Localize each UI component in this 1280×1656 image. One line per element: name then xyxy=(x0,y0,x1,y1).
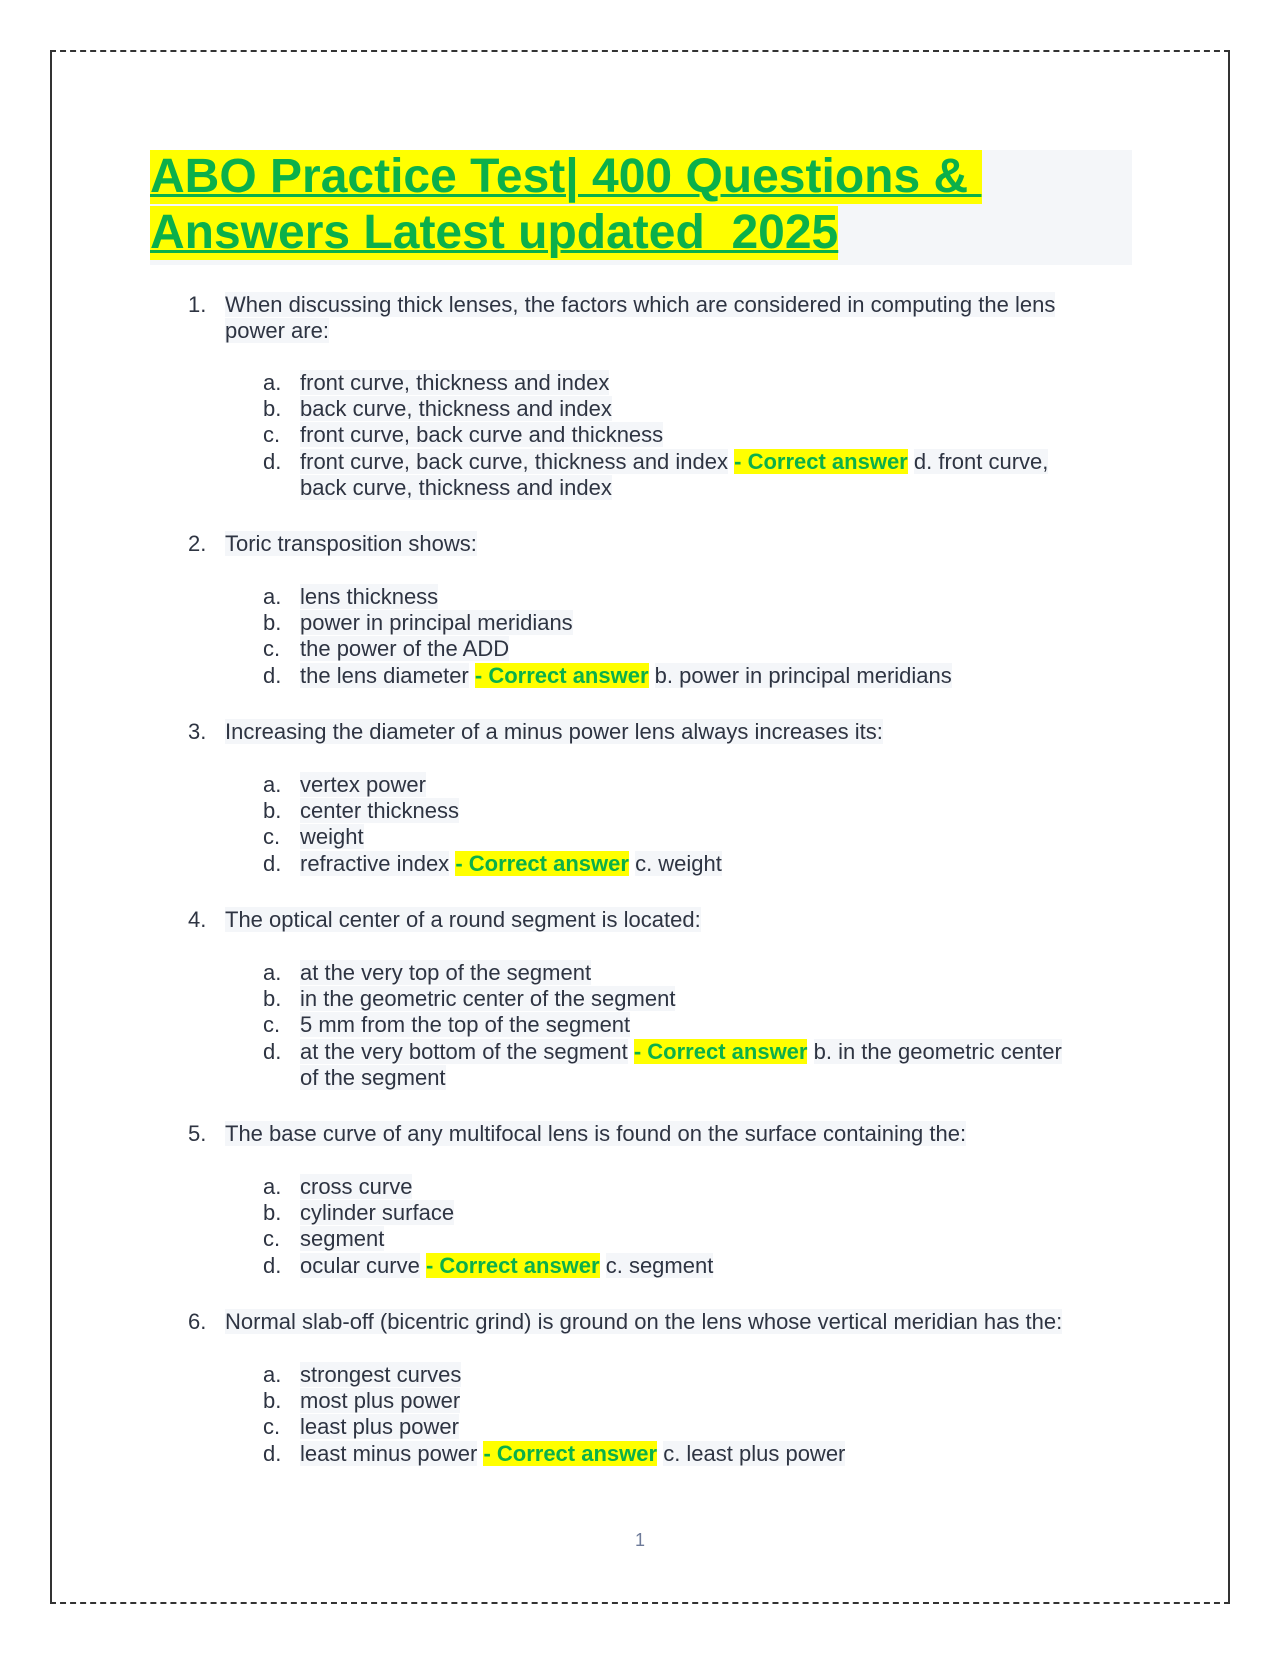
option-letter: a. xyxy=(263,772,282,797)
question-number: 3. xyxy=(188,719,207,744)
option-letter: a. xyxy=(263,370,282,395)
question-text xyxy=(225,1121,1105,1147)
option-letter: c. xyxy=(263,636,281,661)
question-text xyxy=(225,531,1105,557)
option-text: refractive index xyxy=(300,851,450,876)
option-letter: c. xyxy=(263,1012,281,1037)
option-text: 5 mm from the top of the segment xyxy=(300,1012,631,1037)
option-text: cylinder surface xyxy=(300,1200,455,1225)
answer-text: of the segment xyxy=(300,1065,446,1090)
option-text: center thickness xyxy=(300,798,459,823)
question-text-line: Toric transposition shows: xyxy=(225,531,477,556)
option-text: least minus power xyxy=(300,1441,478,1466)
option-letter: b. xyxy=(263,396,282,421)
option-text: least plus power xyxy=(300,1414,459,1439)
question-text-line: When discussing thick lenses, the factors which are considered in computing the lens xyxy=(225,292,1056,317)
page-number: 1 xyxy=(634,1530,645,1550)
question-text xyxy=(225,1309,1105,1335)
option-text: front curve, back curve, thickness and index xyxy=(300,449,728,474)
correct-answer-marker: - Correct answer xyxy=(425,1253,600,1278)
question-text-line: Normal slab-off (bicentric grind) is ground on the lens whose vertical meridian has the: xyxy=(225,1309,1063,1334)
answer-text: d. front curve, xyxy=(913,449,1049,474)
option-letter: a. xyxy=(263,1174,282,1199)
question-number: 1. xyxy=(188,292,207,317)
option-text: lens thickness xyxy=(300,584,439,609)
title-line-2: Answers Latest updated 2025 xyxy=(150,206,839,259)
option-letter: c. xyxy=(263,824,281,849)
correct-answer-marker: - Correct answer xyxy=(483,1441,658,1466)
answer-text: b. in the geometric center xyxy=(813,1039,1062,1064)
option-letter: b. xyxy=(263,798,282,823)
option-letter: b. xyxy=(263,1200,282,1225)
option-letter: c. xyxy=(263,1414,281,1439)
question-text xyxy=(225,719,1105,745)
answer-text: c. segment xyxy=(605,1253,714,1278)
question-text xyxy=(225,907,1105,933)
option-text: front curve, back curve and thickness xyxy=(300,422,664,447)
correct-answer-marker: - Correct answer xyxy=(455,851,629,876)
option-letter: d. xyxy=(263,1441,282,1466)
option-letter: a. xyxy=(263,960,282,985)
option-letter: d. xyxy=(263,449,282,474)
option-text: weight xyxy=(300,824,364,849)
option-text: in the geometric center of the segment xyxy=(300,986,676,1011)
option-text: at the very top of the segment xyxy=(300,960,592,985)
title-line-1: ABO Practice Test| 400 Questions & xyxy=(150,150,982,203)
option-text: strongest curves xyxy=(300,1362,462,1387)
correct-answer-marker: - Correct answer xyxy=(734,449,908,474)
answer-text: back curve, thickness and index xyxy=(300,475,612,500)
option-text: ocular curve xyxy=(300,1253,420,1278)
option-text: at the very bottom of the segment xyxy=(300,1039,628,1064)
correct-answer-marker: - Correct answer xyxy=(474,663,649,688)
option-text: most plus power xyxy=(300,1388,461,1413)
option-letter: b. xyxy=(263,1388,282,1413)
option-text: the power of the ADD xyxy=(300,636,510,661)
option-text: the lens diameter xyxy=(300,663,469,688)
correct-answer-marker: - Correct answer xyxy=(633,1039,808,1064)
option-text: back curve, thickness and index xyxy=(300,396,612,421)
question-number: 6. xyxy=(188,1309,207,1334)
answer-continuation xyxy=(300,475,612,501)
question-text xyxy=(225,292,1105,344)
option-text: vertex power xyxy=(300,772,426,797)
question-text-line: power are: xyxy=(225,318,329,343)
option-letter: a. xyxy=(263,1362,282,1387)
question-number: 5. xyxy=(188,1121,207,1146)
option-letter: b. xyxy=(263,610,282,635)
option-text: front curve, thickness and index xyxy=(300,370,610,395)
answer-text: c. weight xyxy=(635,851,722,876)
question-text-line: The optical center of a round segment is located: xyxy=(225,907,701,932)
answer-continuation xyxy=(300,1065,446,1091)
question-number: 2. xyxy=(188,531,207,556)
answer-text: b. power in principal meridians xyxy=(654,663,952,688)
option-letter: d. xyxy=(263,1253,282,1278)
option-letter: d. xyxy=(263,1039,282,1064)
option-letter: c. xyxy=(263,422,281,447)
answer-text: c. least plus power xyxy=(663,1441,846,1466)
option-letter: c. xyxy=(263,1226,281,1251)
question-text-line: Increasing the diameter of a minus power lens always increases its: xyxy=(225,719,883,744)
option-letter: d. xyxy=(263,663,282,688)
document-title xyxy=(150,150,1132,265)
question-number: 4. xyxy=(188,907,207,932)
option-letter: a. xyxy=(263,584,282,609)
option-text: power in principal meridians xyxy=(300,610,573,635)
option-text: segment xyxy=(300,1226,385,1251)
option-letter: b. xyxy=(263,986,282,1011)
page-frame xyxy=(50,50,1230,1604)
option-text: cross curve xyxy=(300,1174,413,1199)
option-letter: d. xyxy=(263,851,282,876)
question-text-line: The base curve of any multifocal lens is found on the surface containing the: xyxy=(225,1121,967,1146)
